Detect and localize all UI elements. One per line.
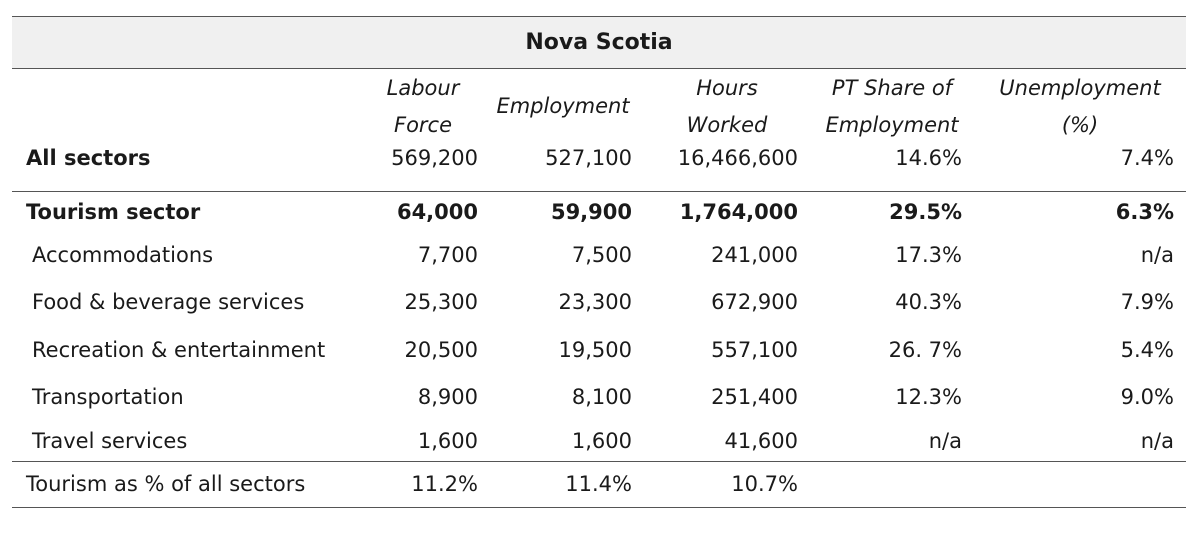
cell-employment: 11.4% — [565, 472, 632, 496]
cell-pt-share: 40.3% — [895, 290, 962, 315]
cell-pt-share: 26. 7% — [888, 337, 962, 362]
employment-table — [12, 16, 1186, 508]
cell-labour-force: 20,500 — [404, 337, 478, 362]
row-label: Accommodations — [32, 242, 214, 267]
cell-hours-worked: 41,600 — [724, 428, 798, 453]
row-label: Transportation — [32, 385, 184, 410]
row-label: Tourism as % of all sectors — [26, 472, 306, 496]
cell-employment: 59,900 — [550, 200, 632, 225]
cell-labour-force: 11.2% — [411, 472, 478, 496]
header-pt-share: PT Share of Employment — [825, 75, 959, 137]
cell-unemployment: n/a — [1140, 242, 1174, 267]
table-row-tourism-share — [12, 461, 1186, 507]
header-row — [12, 69, 1186, 144]
cell-unemployment: 5.4% — [1120, 337, 1174, 362]
cell-employment: 23,300 — [558, 290, 632, 315]
cell-hours-worked: 1,764,000 — [679, 200, 798, 225]
data-table — [12, 69, 1186, 508]
cell-unemployment: 7.9% — [1120, 290, 1174, 315]
header-hours-worked: Hours Worked — [686, 75, 768, 137]
row-label: Recreation & entertainment — [32, 337, 326, 362]
cell-unemployment: 7.4% — [1120, 146, 1174, 170]
cell-hours-worked: 251,400 — [711, 385, 798, 410]
table-row-transportation — [12, 374, 1186, 422]
header-sector — [12, 69, 356, 144]
cell-employment: 8,100 — [571, 385, 632, 410]
table-title: Nova Scotia — [12, 16, 1186, 69]
table-row-recreation — [12, 326, 1186, 374]
row-label: All sectors — [26, 146, 151, 170]
table-row-all-sectors — [12, 144, 1186, 191]
cell-pt-share: n/a — [928, 428, 962, 453]
cell-labour-force: 7,700 — [417, 242, 478, 267]
cell-labour-force: 25,300 — [404, 290, 478, 315]
cell-pt-share: 29.5% — [889, 200, 962, 225]
row-label: Tourism sector — [26, 200, 201, 225]
cell-labour-force: 8,900 — [417, 385, 478, 410]
cell-hours-worked: 10.7% — [731, 472, 798, 496]
table-row-travel-services — [12, 421, 1186, 461]
cell-employment: 1,600 — [571, 428, 632, 453]
table-row-food-beverage — [12, 279, 1186, 327]
cell-employment: 7,500 — [571, 242, 632, 267]
cell-unemployment: n/a — [1140, 428, 1174, 453]
header-labour-force: Labour Force — [386, 75, 460, 137]
cell-unemployment: 6.3% — [1115, 200, 1174, 225]
row-label: Food & beverage services — [32, 290, 305, 315]
cell-hours-worked: 241,000 — [711, 242, 798, 267]
header-unemployment: Unemployment (%) — [999, 75, 1161, 137]
cell-employment: 19,500 — [558, 337, 632, 362]
cell-unemployment: 9.0% — [1120, 385, 1174, 410]
cell-hours-worked: 16,466,600 — [677, 146, 798, 170]
row-label: Travel services — [32, 428, 188, 453]
cell-pt-share — [810, 461, 974, 507]
cell-hours-worked: 672,900 — [711, 290, 798, 315]
cell-employment: 527,100 — [545, 146, 632, 170]
cell-pt-share: 12.3% — [895, 385, 962, 410]
cell-pt-share: 17.3% — [895, 242, 962, 267]
cell-pt-share: 14.6% — [895, 146, 962, 170]
cell-labour-force: 569,200 — [391, 146, 478, 170]
header-employment: Employment — [496, 94, 630, 118]
cell-labour-force: 1,600 — [417, 428, 478, 453]
cell-unemployment — [974, 461, 1186, 507]
table-row-tourism-sector — [12, 191, 1186, 231]
cell-hours-worked: 557,100 — [711, 337, 798, 362]
cell-labour-force: 64,000 — [396, 200, 478, 225]
table-row-accommodations — [12, 231, 1186, 279]
